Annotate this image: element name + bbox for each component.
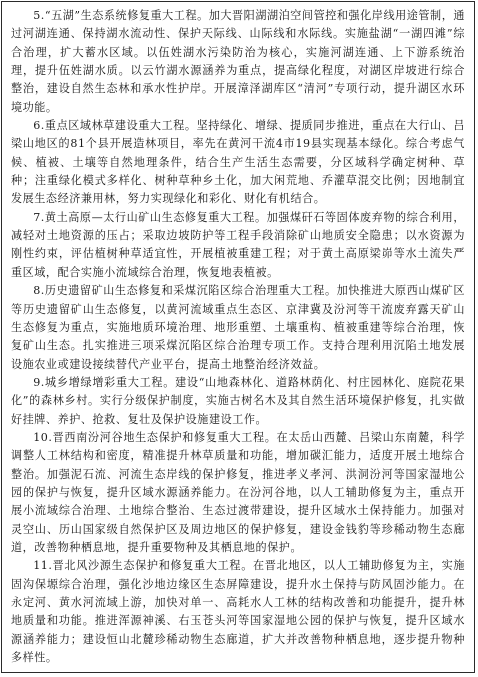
paragraph-10-fen-river-valley: 10.晋西南汾河谷地生态保护和修复重大工程。在太岳山西麓、吕梁山东南麓，科学调整人工林结构和密度，精准提升林草质量和功能，增加碳汇能力，适度开展土地综合整治。加强泥石流、河流生态岸线的保护修复，推进孝义孝河、洪洞汾河等国家湿地公园的保护与恢复，提升区域水源涵养能力。在汾河谷地，以人工辅助修复为主，重点开展小流域综合治理、土地综合整治、生态过渡带建设，提升区域水土保持能力。加强对灵空山、历山国家级自然保护区及周边地区的保护修复，建设金钱豹等珍稀动物生态廊道，改善物种栖息地，提升重要物种及其栖息地的保护。 (11, 430, 465, 554)
paragraph-7-loess-mine-restoration: 7.黄土高原—太行山矿山生态修复重大工程。加强煤矸石等固体废弃物的综合利用，减轻对土地资源的压占；采取边坡防护等工程手段消除矿山地质安全隐患；以水资源为刚性约束，评估植树种草适宜性，开展植被重建工程；对于黄土高原梁峁等水土流失严重区域，配合实施小流域综合治理，恢复地表植被。 (11, 210, 465, 279)
paragraph-8-legacy-mines: 8.历史遗留矿山生态修复和采煤沉陷区综合治理重大工程。加快推进大原西山煤矿区等历史遗留矿山生态修复，以黄河流域重点生态区、京津冀及汾河等干流废弃露天矿山生态修复为重点，实施地质环境治理、地形重塑、土壤重构、植被重建等综合治理，恢复矿山生态。扎实推进三项采煤沉陷区综合治理专项工作。支持合理利用沉陷土地发展设施农业或建设接续替代产业平台，提高土地整治经济效益。 (11, 284, 465, 371)
text-box (1, 1, 475, 673)
paragraph-11-north-sand-source: 11.晋北风沙源生态保护和修复重大工程。在晋北地区，以人工辅助修复为主，实施固沟保塬综合治理，强化沙地边缘区生态屏障建设，提升水土保持与防风固沙能力。在永定河、黄水河流域上游，加快对单一、高耗水人工林的结构改善和功能提升，提升林地质量和功能。推进浑源神溪、右玉苍头河等国家湿地公园的保护与恢复，提升区域水源涵养能力；建设恒山北麓珍稀动物生态廊道，扩大并改善物种栖息地，逐步提升物种多样性。 (11, 559, 465, 665)
paragraph-6-forest-grass: 6.重点区域林草建设重大工程。坚持绿化、增绿、提质同步推进，重点在大行山、吕梁山地区的81个县开展造林项目，率先在黄河干流4市19县实现基本绿化。综合考虑气候、植被、土壤等自然地理条件，结合生产生活生态需要，分区域科学确定树种、草种；注重绿化模式多样化、树种草种乡土化，加大闲荒地、乔灌草混交比例；因地制宜发展生态经济兼用林，努力实现绿化和彩化、财化有机结合。 (11, 119, 465, 206)
paragraph-5-wuhu-ecosystem: 5.“五湖”生态系统修复重大工程。加大晋阳湖湖泊空间管控和强化岸线用途管制，通过河湖连通、保持湖水流动性、保护天际线、山际线和水际线。实施盐湖“一湖四滩”综合治理，扩大蓄水区域。以伍姓湖水污染防治为核心，实施河湖连通、上下游系统治理，提升伍姓湖水质。以云竹湖水源涵养为重点，提高绿化程度，对湖区岸坡进行综合整治，建设自然生态林和承水性护岸。开展漳泽湖库区“清河”专项行动，提升湖区水环境功能。 (11, 9, 465, 114)
paragraph-9-urban-rural-greening: 9.城乡增绿增彩重大工程。建设“山地森林化、道路林荫化、村庄园林化、庭院花果化”的森林乡村。实行分级保护制度，实施古树名木及其自然生活环境保护修复，扎实做好挂牌、养护、抢救、复壮及保护设施建设工作。 (11, 375, 465, 426)
